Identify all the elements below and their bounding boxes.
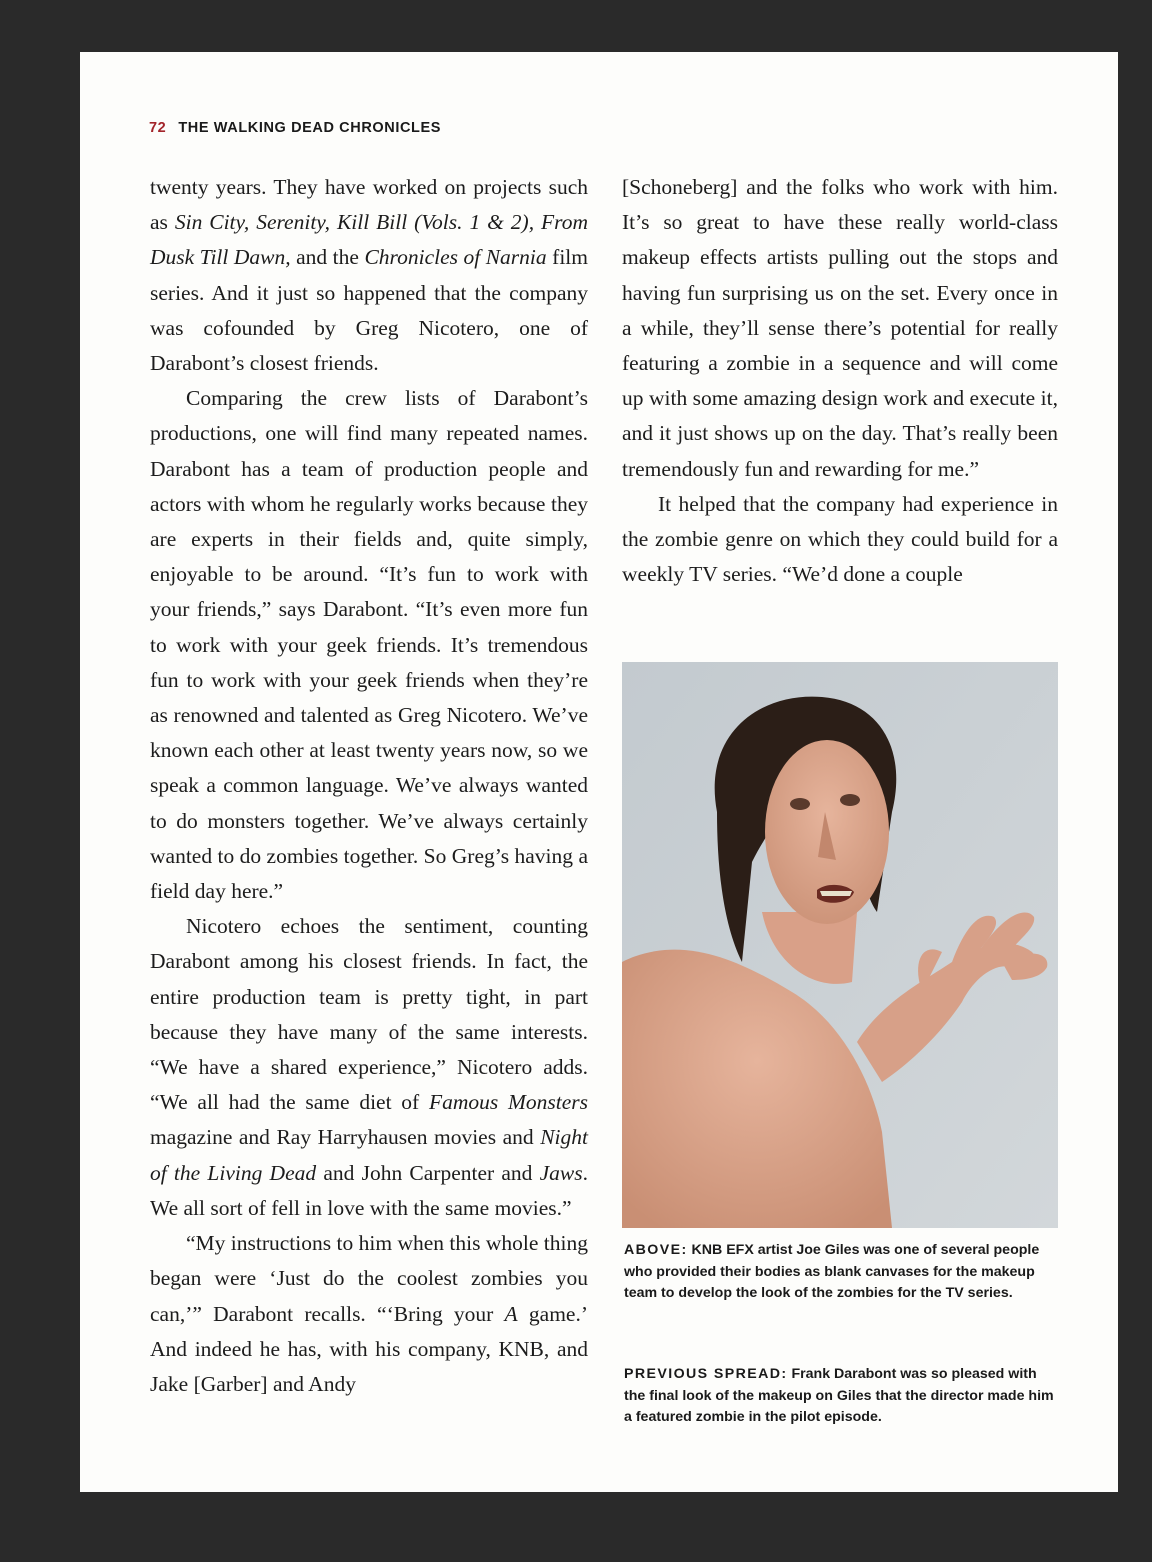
- caption-lead: ABOVE:: [624, 1242, 688, 1258]
- italic-title: Famous Monsters: [428, 1090, 588, 1115]
- text-run: . We all sort of fell in love with the same movies.”: [150, 1160, 588, 1220]
- text-run: twenty years. They have worked on projects such as: [150, 175, 588, 235]
- previous-spread-caption: [624, 1364, 1060, 1429]
- paragraph: [150, 1226, 588, 1402]
- text-run: magazine and Ray Harryhausen movies and: [150, 1125, 541, 1150]
- running-header: [149, 120, 441, 136]
- paragraph: [Schoneberg] and the folks who work with him. It’s so great to have these really world-class makeup effects artists pulling out the stops and having fun surprising us on the set. Every once in a while, they’ll sense there’s potential for really featuring a zombie in a sequence and will come up with some amazing design work and execute it, and it just shows up on the day. That’s really been tremendously fun and rewarding for me.”: [622, 175, 1058, 481]
- left-text-column: [150, 170, 588, 1402]
- text-run: and John Carpenter and: [316, 1160, 540, 1185]
- italic-title: Jaws: [539, 1160, 583, 1185]
- page-number: 72: [149, 120, 167, 136]
- photo-illustration: [622, 662, 1058, 1228]
- paragraph: Comparing the crew lists of Darabont’s productions, one will find many repeated names. Darabont has a team of production people and actors with whom he regularly works because they are experts in their fields and, quite simply, enjoyable to be around. “It’s fun to work with your friends,” says Darabont. “It’s even more fun to work with your geek friends. It’s tremendous fun to work with your geek friends when they’re as renowned and talented as Greg Nicotero. We’ve known each other at least twenty years now, so we speak a common language. We’ve always wanted to do monsters together. We’ve always certainly wanted to do zombies together. So Greg’s having a field day here.”: [150, 386, 588, 904]
- text-run: and the: [290, 245, 365, 270]
- book-page: [80, 52, 1118, 1492]
- paragraph: [150, 909, 588, 1226]
- italic-title: A: [504, 1301, 518, 1326]
- italic-title: Chronicles of Narnia: [364, 245, 547, 270]
- text-run: “My instructions to him when this whole thing began were ‘Just do the coolest zombies you can,’” Darabont recalls. “‘Bring your: [150, 1231, 588, 1326]
- text-run: film series. And it just so happened that the company was cofounded by Greg Nicotero, one of Darabont’s closest friends.: [150, 245, 588, 376]
- zombie-actor-photo: [622, 662, 1058, 1228]
- caption-text: Frank Darabont was so pleased with the final look of the makeup on Giles that the director made him a featured zombie in the pilot episode.: [624, 1366, 1054, 1425]
- text-run: Nicotero echoes the sentiment, counting Darabont among his closest friends. In fact, the entire production team is pretty tight, in part because they have many of the same interests. “We have a shared experience,” Nicotero adds. “We all had the same diet of: [150, 914, 588, 1115]
- paragraph: [150, 170, 588, 381]
- caption-lead: PREVIOUS SPREAD:: [624, 1366, 788, 1382]
- italic-title: Night of the Living Dead: [150, 1125, 588, 1185]
- italic-title: Sin City, Serenity, Kill Bill (Vols. 1 & 2), From Dusk Till Dawn,: [150, 210, 588, 270]
- right-text-column: [622, 170, 1058, 592]
- text-run: game.’ And indeed he has, with his company, KNB, and Jake [Garber] and Andy: [150, 1301, 588, 1396]
- photo-caption: [624, 1240, 1060, 1305]
- book-title: THE WALKING DEAD CHRONICLES: [178, 120, 442, 136]
- caption-text: KNB EFX artist Joe Giles was one of several people who provided their bodies as blank canvases for the makeup team to develop the look of the zombies for the TV series.: [624, 1242, 1040, 1301]
- paragraph: It helped that the company had experience in the zombie genre on which they could build for a weekly TV series. “We’d done a couple: [622, 491, 1058, 587]
